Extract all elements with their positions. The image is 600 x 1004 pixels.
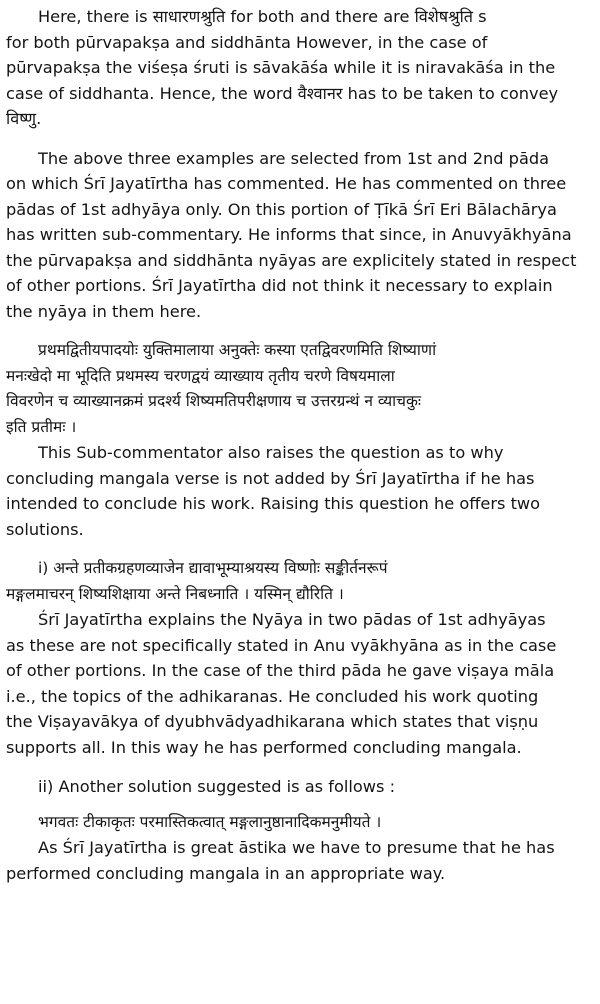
text-line: the pūrvapakṣa and siddhānta nyāyas are explicitely stated in respect — [6, 250, 577, 270]
text-line: मनःखेदो मा भूदिति प्रथमस्य चरणद्वयं व्याख्याय तृतीय चरणे विषयमाला — [6, 366, 395, 385]
text-line: case of siddhanta. Hence, the word वैश्वानर has to be taken to convey — [6, 83, 559, 103]
paragraph-2 — [6, 146, 595, 325]
text-line: the Viṣayavākya of dyubhvādyadhikarana which states that viṣṇu — [6, 712, 539, 731]
text-line: the nyāya in them here. — [6, 301, 202, 321]
text-line: has written sub-commentary. He informs that since, in Anuvyākhyāna — [6, 225, 572, 244]
text-line: of other portions. In the case of the third pāda he gave viṣaya māla — [6, 661, 555, 680]
text-line: i.e., the topics of the adhikaranas. He concluded his work quoting — [6, 686, 539, 706]
sanskrit-quote-1 — [6, 338, 595, 440]
text-line: pūrvapakṣa the viśeṣa śruti is sāvakāśa while it is niravakāśa in the — [6, 58, 556, 77]
text-line: for both pūrvapakṣa and siddhānta However, in the case of — [6, 32, 488, 52]
text-line: i) अन्ते प्रतीकग्रहणव्याजेन द्यावाभूम्याश्रयस्य विष्णोः सङ्कीर्तनरूपं — [38, 559, 388, 577]
text-line: intended to conclude his work. Raising this question he offers two — [6, 494, 541, 513]
paragraph-1 — [6, 4, 595, 132]
text-line: Here, there is साधारणश्रुति for both and there are विशेषश्रुति s — [38, 7, 487, 26]
text-line: supports all. In this way he has performed concluding mangala. — [6, 737, 522, 757]
text-line: of other portions. Śrī Jayatīrtha did not think it necessary to explain — [6, 276, 553, 295]
solution-1-sanskrit — [6, 556, 595, 607]
paragraph-5 — [6, 835, 595, 886]
text-line: विवरणेन च व्याख्यानक्रमं प्रदर्श्य शिष्यमतिपरीक्षणाय च उत्तरग्रन्थं न व्याचकुः — [6, 392, 422, 410]
text-line: on which Śrī Jayatīrtha has commented. He has commented on three — [6, 174, 567, 193]
text-line: performed concluding mangala in an appropriate way. — [6, 863, 446, 883]
text-line: विष्णु. — [6, 109, 42, 128]
text-line: The above three examples are selected from 1st and 2nd pāda — [38, 148, 550, 168]
text-line: ii) Another solution suggested is as follows : — [38, 777, 396, 796]
text-line: solutions. — [6, 519, 84, 539]
text-line: As Śrī Jayatīrtha is great āstika we have to presume that he has — [38, 838, 555, 857]
text-line: प्रथमद्वितीयपादयोः युक्तिमालाया अनुक्तेः कस्या एतद्विवरणमिति शिष्याणां — [38, 341, 437, 359]
document-page — [6, 0, 595, 886]
text-line: Śrī Jayatīrtha explains the Nyāya in two pādas of 1st adhyāyas — [38, 610, 546, 629]
solution-2-heading — [6, 774, 595, 800]
text-line: इति प्रतीमः । — [6, 417, 77, 436]
text-line: as these are not specifically stated in Anu vyākhyāna as in the case — [6, 635, 557, 655]
solution-2-sanskrit — [6, 810, 595, 836]
text-line: This Sub-commentator also raises the question as to why — [38, 443, 504, 462]
text-line: मङ्गलमाचरन् शिष्यशिक्षाया अन्ते निबध्नाति । यस्मिन् द्यौरिति । — [6, 584, 344, 603]
paragraph-4 — [6, 607, 595, 760]
paragraph-3 — [6, 440, 595, 542]
text-line: भगवतः टीकाकृतः परमास्तिकत्वात् मङ्गलानुष्ठानादिकमनुमीयते । — [38, 812, 382, 831]
text-line: pādas of 1st adhyāya only. On this portion of Ṭīkā Śrī Eri Bālachārya — [6, 199, 557, 219]
text-line: concluding mangala verse is not added by Śrī Jayatīrtha if he has — [6, 468, 535, 488]
